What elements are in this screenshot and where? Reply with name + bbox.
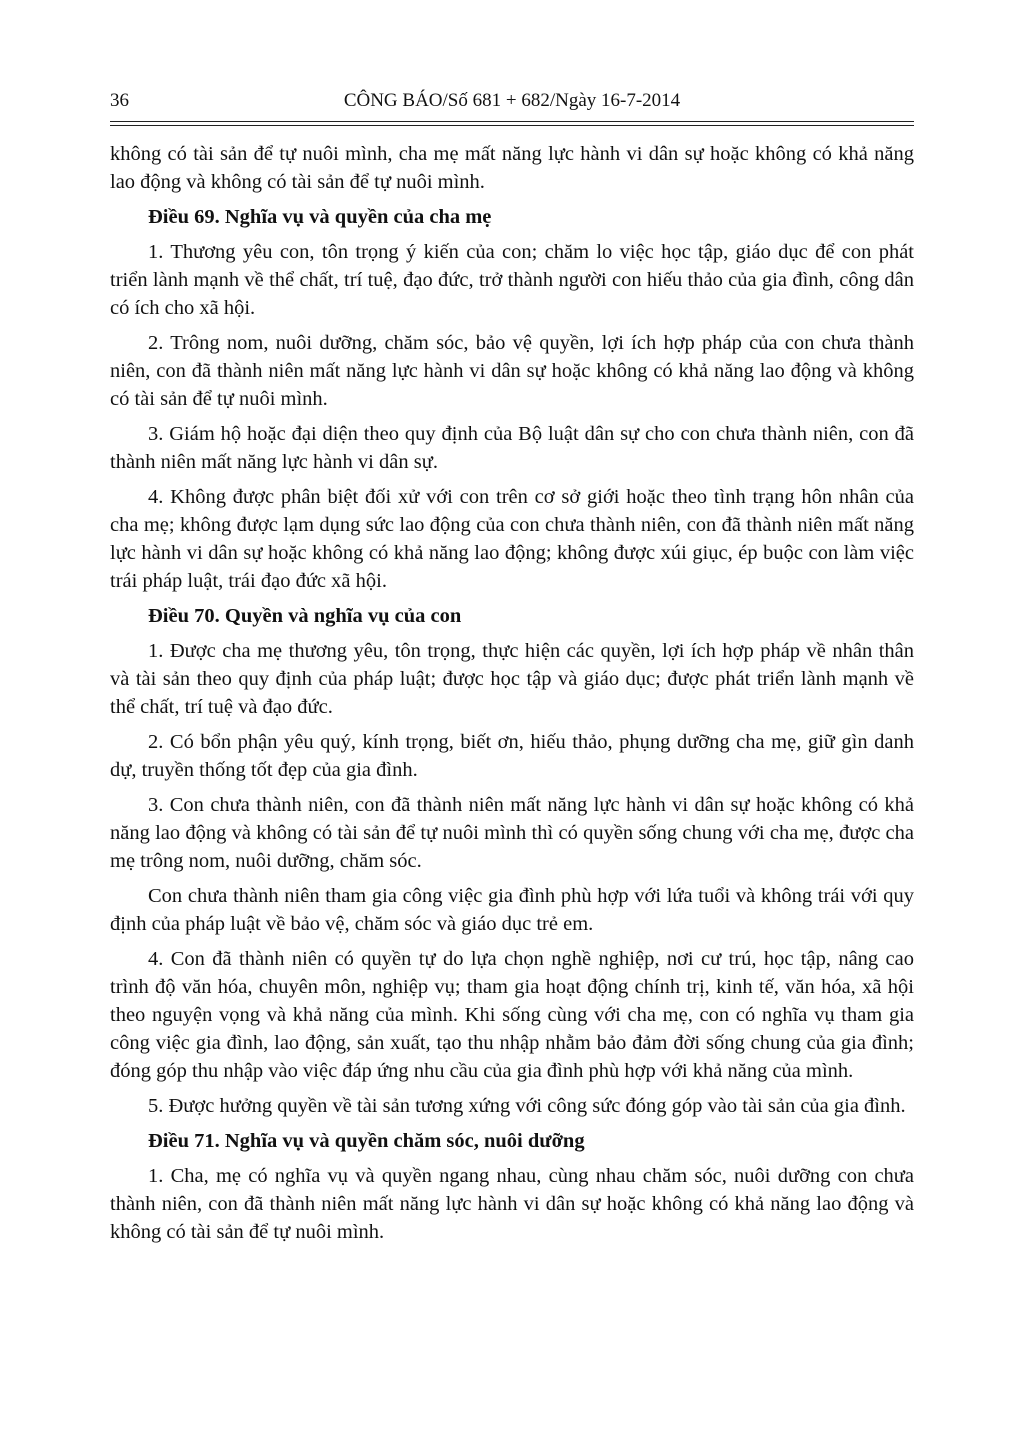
article-70-clause-3: 3. Con chưa thành niên, con đã thành niên mất năng lực hành vi dân sự hoặc không có khả năng lao động và không có tài sản để tự nuôi mình thì có quyền sống chung với cha mẹ, được cha mẹ trông nom, nuôi dưỡng, chăm sóc. <box>110 794 914 872</box>
header-rule-thin <box>110 125 914 126</box>
article-70-clause-5: 5. Được hưởng quyền về tài sản tương xứng với công sức đóng góp vào tài sản của gia đình. <box>148 1095 906 1117</box>
article-70-clause-3-continued: Con chưa thành niên tham gia công việc gia đình phù hợp với lứa tuổi và không trái với quy định của pháp luật về bảo vệ, chăm sóc và giáo dục trẻ em. <box>110 885 914 935</box>
article-69-heading: Điều 69. Nghĩa vụ và quyền của cha mẹ <box>148 206 492 228</box>
article-70-clause-2: 2. Có bổn phận yêu quý, kính trọng, biết ơn, hiếu thảo, phụng dưỡng cha mẹ, giữ gìn danh dự, truyền thống tốt đẹp của gia đình. <box>110 731 914 781</box>
article-69-clause-2: 2. Trông nom, nuôi dưỡng, chăm sóc, bảo vệ quyền, lợi ích hợp pháp của con chưa thành niên, con đã thành niên mất năng lực hành vi dân sự hoặc không có khả năng lao động và không có tài sản để tự nuôi mình. <box>110 332 914 410</box>
page-number: 36 <box>110 90 129 111</box>
article-70-heading: Điều 70. Quyền và nghĩa vụ của con <box>148 605 462 627</box>
header-rule-thick <box>110 121 914 122</box>
article-69-clause-1: 1. Thương yêu con, tôn trọng ý kiến của con; chăm lo việc học tập, giáo dục để con phát triển lành mạnh về thể chất, trí tuệ, đạo đức, trở thành người con hiếu thảo của gia đình, công dân có ích cho xã hội. <box>110 241 914 319</box>
page-header <box>110 90 914 116</box>
article-71-heading: Điều 71. Nghĩa vụ và quyền chăm sóc, nuôi dưỡng <box>148 1130 585 1152</box>
article-70-clause-4: 4. Con đã thành niên có quyền tự do lựa chọn nghề nghiệp, nơi cư trú, học tập, nâng cao trình độ văn hóa, chuyên môn, nghiệp vụ; tham gia hoạt động chính trị, kinh tế, văn hóa, xã hội theo nguyện vọng và khả năng của mình. Khi sống cùng với cha mẹ, con có nghĩa vụ tham gia công việc gia đình, lao động, sản xuất, tạo thu nhập nhằm bảo đảm đời sống chung của gia đình; đóng góp thu nhập vào việc đáp ứng nhu cầu của gia đình phù hợp với khả năng của mình. <box>110 948 914 1082</box>
continuation-paragraph: không có tài sản để tự nuôi mình, cha mẹ mất năng lực hành vi dân sự hoặc không có khả năng lao động và không có tài sản để tự nuôi mình. <box>110 143 914 193</box>
article-70-clause-1: 1. Được cha mẹ thương yêu, tôn trọng, thực hiện các quyền, lợi ích hợp pháp về nhân thân và tài sản theo quy định của pháp luật; được học tập và giáo dục; được phát triển lành mạnh về thể chất, trí tuệ và đạo đức. <box>110 640 914 718</box>
article-69-clause-3: 3. Giám hộ hoặc đại diện theo quy định của Bộ luật dân sự cho con chưa thành niên, con đã thành niên mất năng lực hành vi dân sự. <box>110 423 914 473</box>
article-71-clause-1: 1. Cha, mẹ có nghĩa vụ và quyền ngang nhau, cùng nhau chăm sóc, nuôi dưỡng con chưa thành niên, con đã thành niên mất năng lực hành vi dân sự hoặc không có khả năng lao động và không có tài sản để tự nuôi mình. <box>110 1165 914 1243</box>
article-69-clause-4: 4. Không được phân biệt đối xử với con trên cơ sở giới hoặc theo tình trạng hôn nhân của cha mẹ; không được lạm dụng sức lao động của con chưa thành niên, con đã thành niên mất năng lực hành vi dân sự hoặc không có khả năng lao động; không được xúi giục, ép buộc con làm việc trái pháp luật, trái đạo đức xã hội. <box>110 486 914 592</box>
document-body <box>110 140 914 1253</box>
gazette-title: CÔNG BÁO/Số 681 + 682/Ngày 16-7-2014 <box>343 90 681 111</box>
